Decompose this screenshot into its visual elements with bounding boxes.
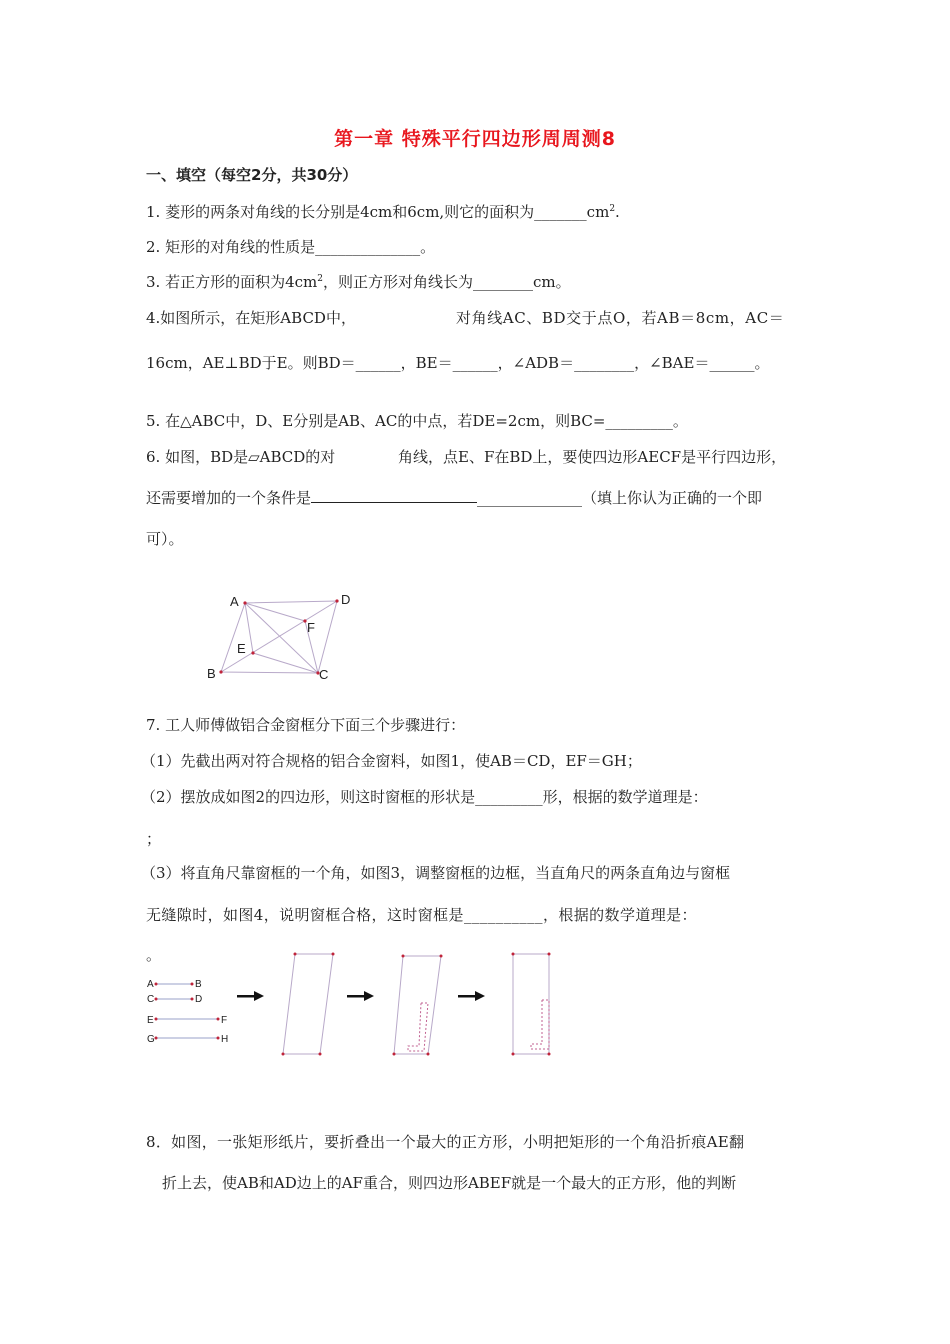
label-b: B	[207, 666, 216, 681]
question-2: 2. 矩形的对角线的性质是______________。	[146, 238, 436, 256]
point-b	[219, 670, 222, 673]
question-8-line-2: 折上去，使AB和AD边上的AF重合，则四边形ABEF就是一个最大的正方形，他的判断	[162, 1174, 737, 1192]
label-a: A	[147, 979, 154, 990]
frame-rectangle	[513, 954, 549, 1054]
question-7-intro: 7. 工人师傅做铝合金窗框分下面三个步骤进行：	[146, 716, 466, 734]
arrow-icons	[237, 991, 485, 1001]
question-1-end: .	[615, 203, 620, 221]
question-3-sup: 2	[317, 274, 323, 284]
question-7-step-2-end: ；	[146, 830, 162, 848]
question-1-sup: 2	[609, 204, 616, 214]
question-6-line-1a: 6. 如图，BD是▱ABCD的对	[146, 448, 336, 466]
label-a: A	[230, 594, 239, 609]
label-d: D	[341, 592, 351, 607]
question-3-post: ，则正方形对角线长为________cm。	[322, 273, 571, 291]
label-d: D	[195, 994, 203, 1005]
question-7-step-2: （2）摆放成如图2的四边形，则这时窗框的形状是_________形，根据的数学道理是：	[141, 788, 708, 806]
question-4-line-1b: 对角线AC、BD交于点O，若AB＝8cm，AC＝	[456, 309, 785, 327]
label-c: C	[147, 994, 155, 1005]
label-b: B	[195, 979, 202, 990]
question-6-line-2	[146, 487, 762, 508]
label-e: E	[147, 1015, 154, 1026]
label-g: G	[147, 1034, 155, 1045]
question-6-line-2a: 还需要增加的一个条件是	[146, 489, 312, 507]
question-8-line-1: 8．如图，一张矩形纸片，要折叠出一个最大的正方形，小明把矩形的一个角沿折痕AE翻	[146, 1133, 745, 1151]
page-title: 第一章 特殊平行四边形周周测8	[334, 128, 616, 150]
label-e: E	[237, 641, 246, 656]
question-6-line-1b: 角线，点E、F在BD上，要使四边形AECF是平行四边形，	[398, 448, 787, 466]
question-6-line-3: 可）。	[146, 530, 184, 548]
question-3	[146, 271, 571, 292]
set-square	[531, 1000, 549, 1049]
question-7-step-3a: （3）将直角尺靠窗框的一个角，如图3，调整窗框的边框，当直角尺的两条直角边与窗框	[141, 864, 731, 882]
set-square	[408, 1003, 428, 1051]
label-f: F	[221, 1015, 228, 1026]
point-e	[251, 651, 254, 654]
question-5: 5. 在△ABC中，D、E分别是AB、AC的中点，若DE=2cm，则BC=_________。	[146, 412, 688, 430]
window-frame-figure	[140, 945, 580, 1065]
answer-blank	[311, 488, 477, 503]
label-c: C	[319, 667, 329, 682]
segment-ae	[245, 603, 253, 653]
question-4-line-2: 16cm，AE⊥BD于E。则BD＝______，BE＝______，∠ADB＝________，∠BAE＝______。	[146, 354, 770, 372]
parallelogram-figure	[195, 585, 375, 690]
question-1-text: 1. 菱形的两条对角线的长分别是4cm和6cm,则它的面积为_______cm	[146, 203, 610, 221]
question-7-step-1: （1）先截出两对符合规格的铝合金窗料，如图1，使AB＝CD，EF＝GH；	[141, 752, 642, 770]
label-f: F	[307, 620, 315, 635]
label-h: H	[221, 1034, 229, 1045]
point-d	[335, 599, 338, 602]
question-4-line-1a: 4.如图所示，在矩形ABCD中，	[146, 309, 356, 327]
arrow-right-icon	[458, 995, 475, 998]
arrow-right-icon	[347, 995, 364, 998]
frame-with-set-square	[394, 956, 441, 1054]
question-6-line-2b: ______________（填上你认为正确的一个即	[477, 489, 763, 507]
arrow-right-icon	[237, 995, 254, 998]
question-7-step-3-end: 。	[146, 946, 162, 964]
question-3-pre: 3. 若正方形的面积为4cm	[146, 273, 318, 291]
question-7-step-3b: 无缝隙时，如图4，说明窗框合格，这时窗框是__________，根据的数学道理是：	[146, 906, 697, 924]
question-1	[146, 201, 620, 222]
point-a	[243, 601, 246, 604]
frame-parallelogram	[283, 954, 333, 1054]
section-heading: 一、填空（每空2分，共30分）	[146, 166, 358, 184]
